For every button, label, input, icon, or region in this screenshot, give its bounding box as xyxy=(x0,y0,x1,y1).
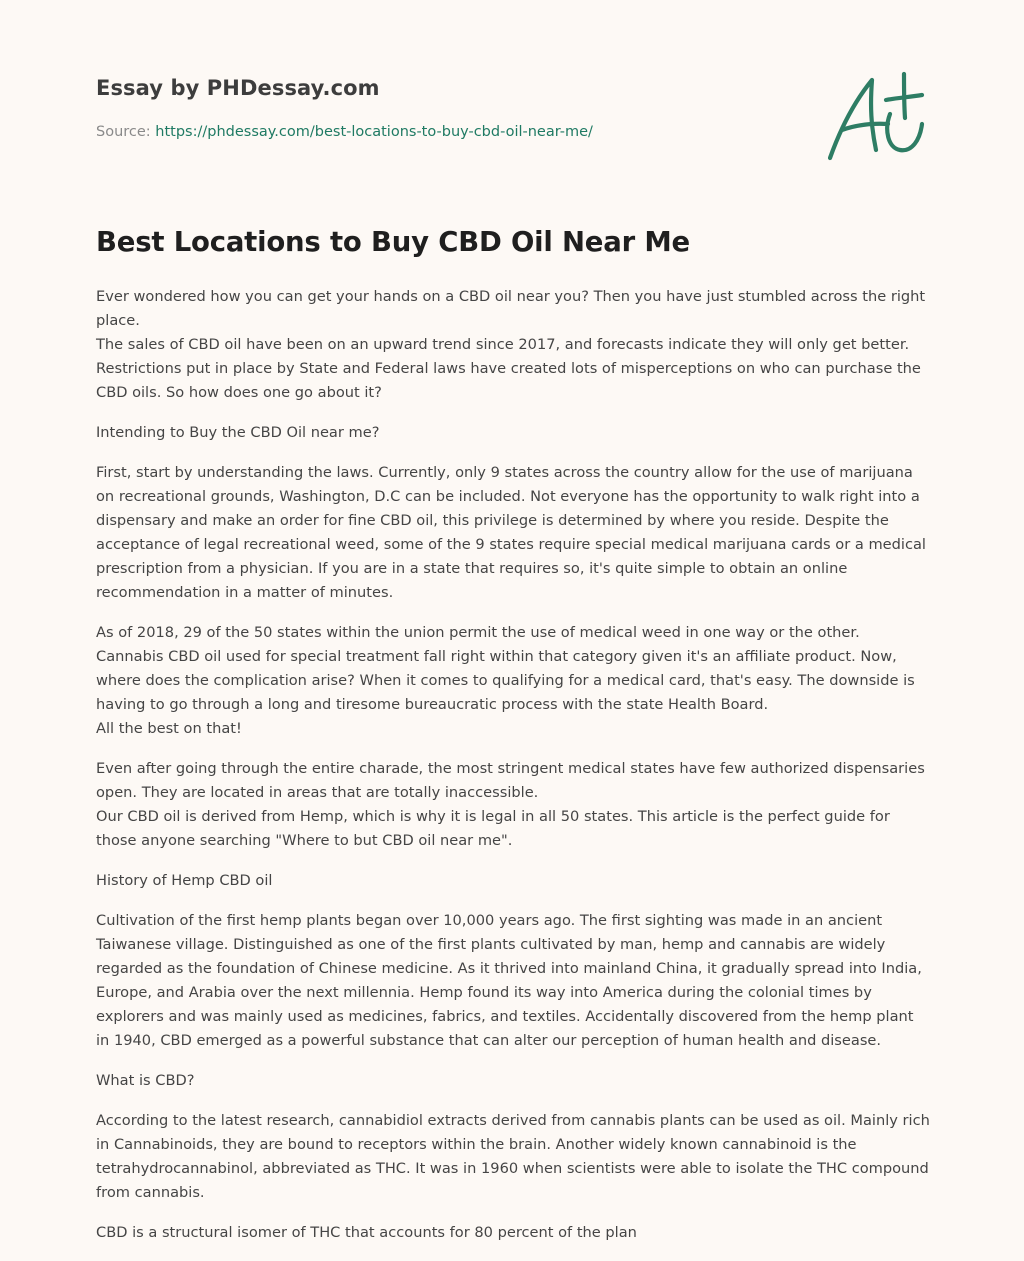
paragraph-line: According to the latest research, cannabidiol extracts derived from cannabis plants can be used as oil. Mainly rich in Cannabinoids, they are bound to receptors within the brain. Another widely known cannabinoid is the tetrahydrocannabinol, abbreviated as THC. It was in 1960 when scientists were able to isolate the THC compound from cannabis. xyxy=(96,1112,930,1201)
paragraph-line: All the best on that! xyxy=(96,720,242,737)
essay-paragraph xyxy=(96,461,930,605)
paragraph-line: Our CBD oil is derived from Hemp, which is why it is legal in all 50 states. This article is the perfect guide for those anyone searching "Where to but CBD oil near me". xyxy=(96,808,890,849)
paragraph-line: History of Hemp CBD oil xyxy=(96,872,273,889)
source-line xyxy=(96,124,593,140)
paragraph-line: CBD is a structural isomer of THC that accounts for 80 percent of the plan xyxy=(96,1224,637,1241)
essay-paragraph xyxy=(96,909,930,1053)
source-link[interactable]: https://phdessay.com/best-locations-to-buy-cbd-oil-near-me/ xyxy=(155,124,593,140)
paragraph-line: Intending to Buy the CBD Oil near me? xyxy=(96,424,380,441)
site-title: Essay by PHDessay.com xyxy=(96,76,380,100)
essay-paragraph xyxy=(96,869,930,893)
essay-body xyxy=(96,285,930,1261)
essay-paragraph xyxy=(96,1069,930,1093)
essay-paragraph xyxy=(96,1221,930,1245)
paragraph-line: Ever wondered how you can get your hands on a CBD oil near you? Then you have just stumbled across the right place. xyxy=(96,288,926,329)
essay-paragraph xyxy=(96,621,930,741)
essay-paragraph xyxy=(96,285,930,405)
essay-paragraph xyxy=(96,421,930,445)
paragraph-line: First, start by understanding the laws. Currently, only 9 states across the country allow for the use of marijuana on recreational grounds, Washington, D.C can be included. Not everyone has the opportunity to walk right into a dispensary and make an order for fine CBD oil, this privilege is determined by where you reside. Despite the acceptance of legal recreational weed, some of the 9 states require special medical marijuana cards or a medical prescription from a physician. If you are in a state that requires so, it's quite simple to obtain an online recommendation in a matter of minutes. xyxy=(96,464,926,601)
paragraph-line: What is CBD? xyxy=(96,1072,195,1089)
paragraph-line: Even after going through the entire charade, the most stringent medical states have few authorized dispensaries open. They are located in areas that are totally inaccessible. xyxy=(96,760,925,801)
essay-paragraph xyxy=(96,757,930,853)
a-plus-logo-icon xyxy=(828,68,928,164)
paragraph-line: The sales of CBD oil have been on an upward trend since 2017, and forecasts indicate they will only get better. Restrictions put in place by State and Federal laws have created lots of misperceptions on who can purchase the CBD oils. So how does one go about it? xyxy=(96,336,921,401)
paragraph-line: As of 2018, 29 of the 50 states within the union permit the use of medical weed in one way or the other. Cannabis CBD oil used for special treatment fall right within that category given it's an affiliate product. Now, where does the complication arise? When it comes to qualifying for a medical card, that's easy. The downside is having to go through a long and tiresome bureaucratic process with the state Health Board. xyxy=(96,624,915,713)
source-label: Source: xyxy=(96,124,151,140)
essay-paragraph xyxy=(96,1109,930,1205)
essay-title: Best Locations to Buy CBD Oil Near Me xyxy=(96,226,690,258)
paragraph-line: Cultivation of the first hemp plants began over 10,000 years ago. The first sighting was made in an ancient Taiwanese village. Distinguished as one of the first plants cultivated by man, hemp and cannabis are widely regarded as the foundation of Chinese medicine. As it thrived into mainland China, it gradually spread into India, Europe, and Arabia over the next millennia. Hemp found its way into America during the colonial times by explorers and was mainly used as medicines, fabrics, and textiles. Accidentally discovered from the hemp plant in 1940, CBD emerged as a powerful substance that can alter our perception of human health and disease. xyxy=(96,912,922,1049)
